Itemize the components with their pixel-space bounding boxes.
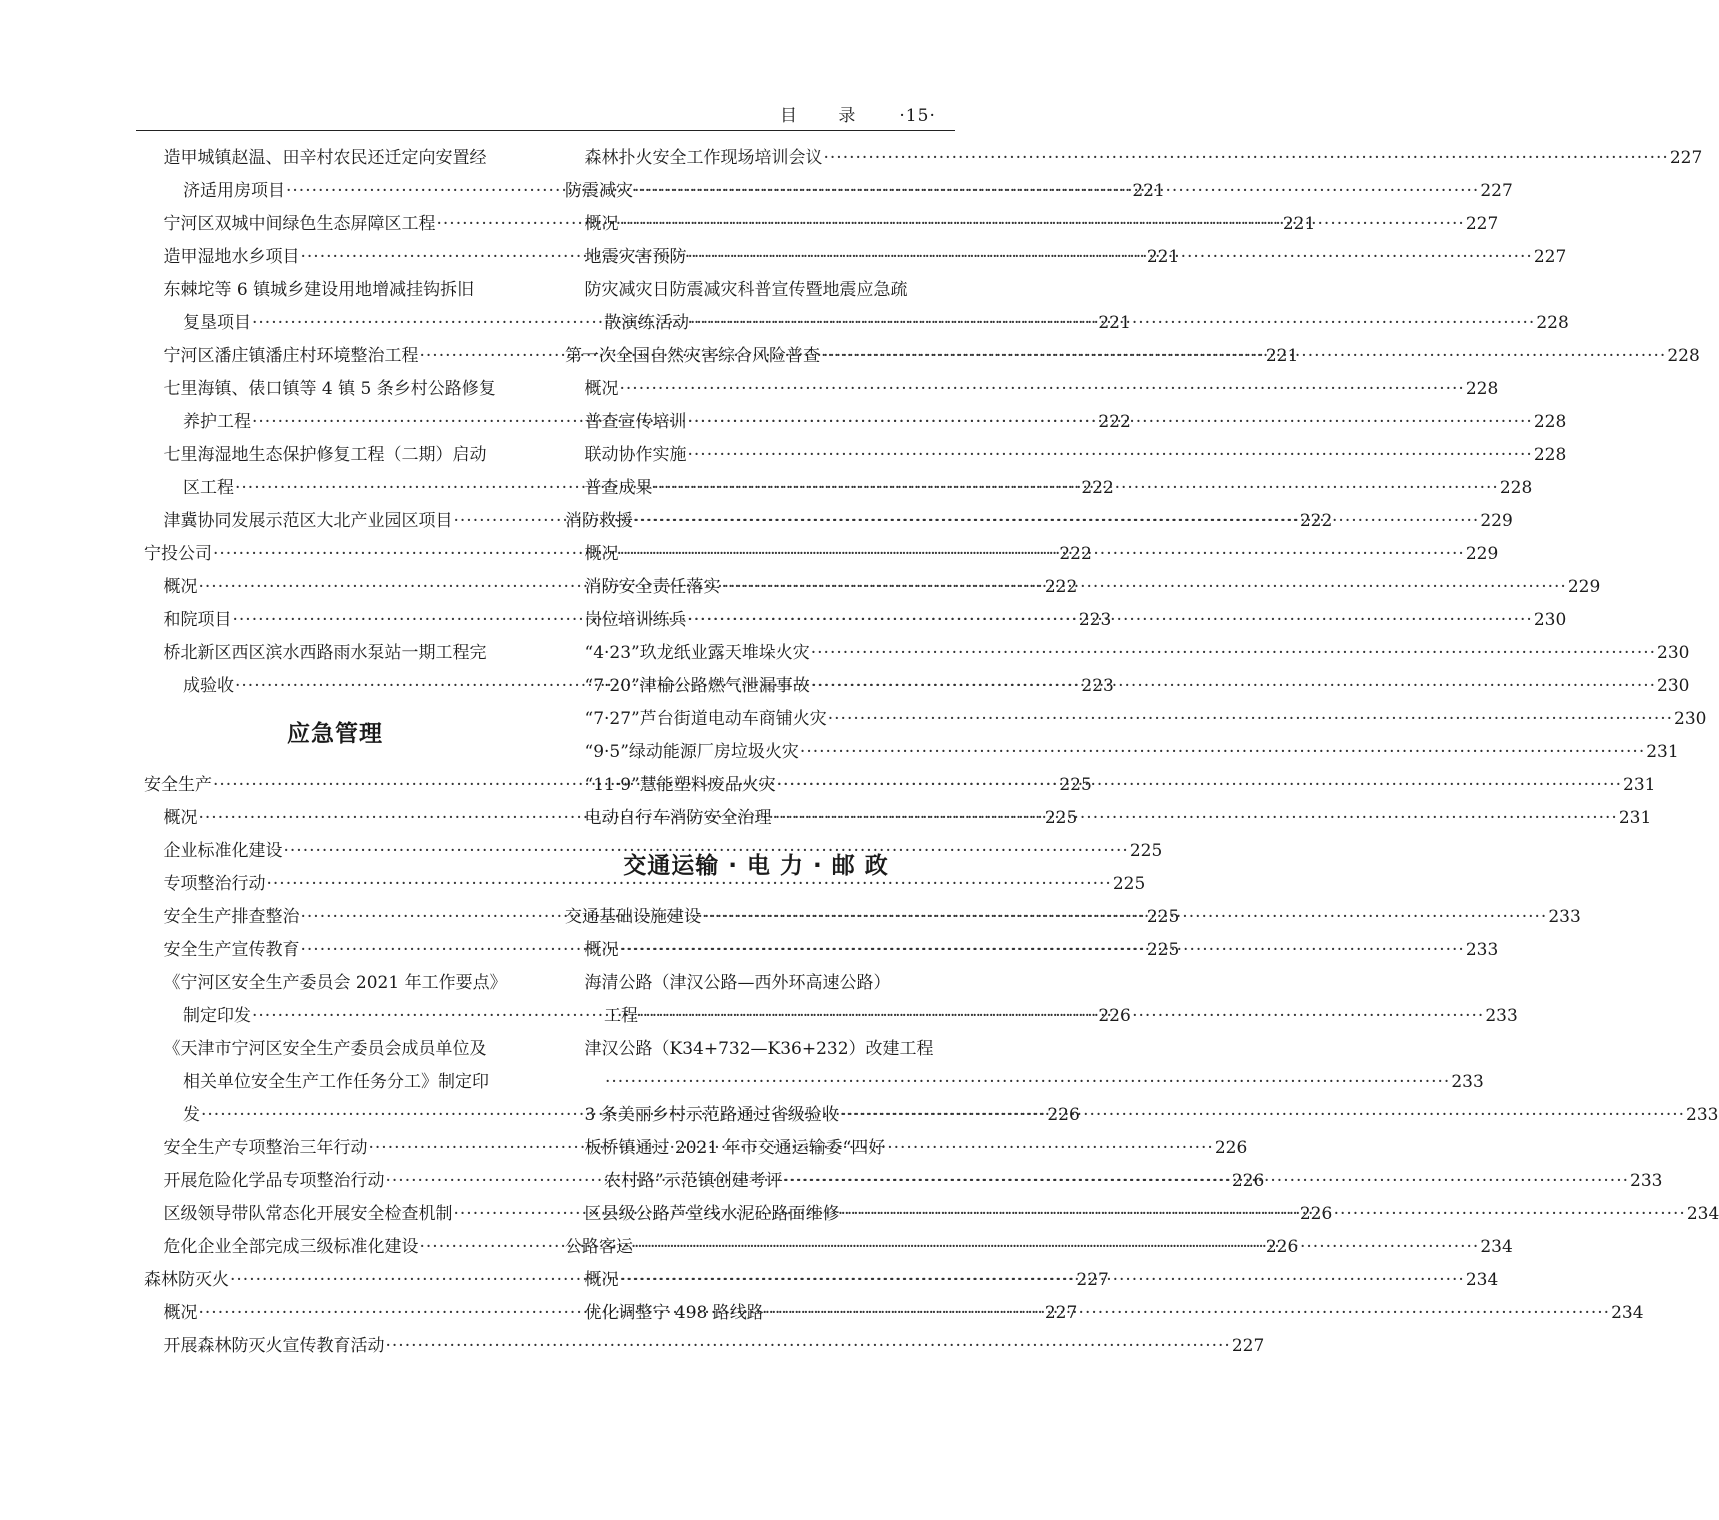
toc-entry-title: 防震减灾 [565, 181, 633, 201]
toc-entry-page: 229 [1567, 577, 1601, 597]
dot-leader [620, 934, 1465, 967]
toc-entry-title: 概况 [584, 1270, 619, 1290]
toc-entry-title: 区级领导带队常态化开展安全检查机制 [163, 1204, 453, 1224]
toc-entry-title: 宁河区双城中间绿色生态屏障区工程 [163, 214, 436, 234]
toc-entry-title: 安全生产专项整治三年行动 [163, 1138, 368, 1158]
toc-entry-page: 226 [1098, 1006, 1131, 1026]
toc-entry-page: 228 [1536, 313, 1569, 333]
toc-entry-title: 公路客运 [565, 1237, 633, 1257]
toc-entry-title: 消防安全责任落实 [584, 577, 721, 597]
toc-entry-page: 231 [1646, 742, 1679, 762]
toc-entry-title: 宁河区潘庄镇潘庄村环境整治工程 [163, 346, 419, 366]
toc-entry[interactable] [565, 373, 1499, 406]
running-header [780, 101, 936, 126]
toc-entry[interactable] [565, 1033, 947, 1066]
dot-leader [773, 802, 1618, 835]
section-heading: 应急管理 [287, 721, 383, 747]
toc-entry-title: 和院项目 [163, 610, 232, 630]
toc-entry-title: 七里海镇、俵口镇等 4 镇 5 条乡村公路修复 [163, 379, 496, 399]
toc-entry-title: 概况 [163, 1303, 198, 1323]
toc-entry-page: 227 [1076, 1270, 1109, 1290]
dot-leader [639, 1000, 1484, 1033]
toc-entry-title: 概况 [584, 214, 619, 234]
toc-entry-title: 开展森林防灭火宣传教育活动 [163, 1336, 385, 1356]
toc-entry-page: 229 [1465, 544, 1499, 564]
toc-entry-title: 第一次全国自然灾害综合风险普查 [565, 346, 820, 366]
toc-entry-title: 工程 [604, 1006, 638, 1026]
toc-entry-title: 森林防灭火 [144, 1270, 229, 1290]
toc-entry-page: 222 [1081, 478, 1114, 498]
toc-entry[interactable] [565, 736, 1679, 769]
toc-entry-page: 227 [1044, 1303, 1078, 1323]
toc-entry-page: 231 [1623, 775, 1656, 795]
toc-entry-page: 227 [1465, 214, 1499, 234]
toc-entry-page: 225 [1112, 874, 1146, 894]
toc-entry[interactable] [144, 1330, 1265, 1363]
toc-entry-title: 相关单位安全生产工作任务分工》制定印 [183, 1072, 489, 1092]
toc-entry-title: 概况 [584, 379, 619, 399]
toc-entry-page: 231 [1618, 808, 1652, 828]
toc-entry-title: 板桥镇通过 2021 年市交通运输委“四好 [584, 1138, 886, 1158]
toc-entry[interactable] [144, 373, 526, 406]
toc-entry-title: 造甲城镇赵温、田辛村农民还迁定向安置经 [163, 148, 487, 168]
toc-entry-page: 221 [1098, 313, 1131, 333]
dot-leader [688, 604, 1533, 637]
toc-entry-title: 岗位培训练兵 [584, 610, 687, 630]
toc-entry-page: 227 [1533, 247, 1567, 267]
toc-entry-page: 225 [1059, 775, 1092, 795]
toc-entry-title: 概况 [584, 544, 619, 564]
toc-entry-page: 233 [1630, 1171, 1663, 1191]
toc-entry-title: 七里海湿地生态保护修复工程（二期）启动 [163, 445, 487, 465]
toc-entry-title: 3 条美丽乡村示范路通过省级验收 [584, 1105, 839, 1125]
toc-entry-page: 230 [1674, 709, 1707, 729]
toc-entry-title: 农村路”示范镇创建考评 [604, 1171, 783, 1191]
toc-entry[interactable] [144, 1066, 526, 1099]
toc-entry-title: 普查宣传培训 [584, 412, 687, 432]
toc-entry-page: 223 [1081, 676, 1114, 696]
toc-entry-page: 234 [1465, 1270, 1499, 1290]
dot-leader [605, 1066, 1450, 1099]
toc-entry-title: 《天津市宁河区安全生产委员会成员单位及 [163, 1039, 487, 1059]
toc-entry[interactable] [565, 703, 1707, 736]
toc-entry-title: 区工程 [183, 478, 234, 498]
toc-entry-page: 222 [1299, 511, 1333, 531]
toc-entry-page: 226 [1265, 1237, 1299, 1257]
toc-entry-title: 安全生产宣传教育 [163, 940, 300, 960]
toc-entry-title: 联动协作实施 [584, 445, 687, 465]
toc-entry-title: 开展危险化学品专项整治行动 [163, 1171, 385, 1191]
toc-entry[interactable] [565, 1132, 947, 1165]
toc-entry-title: 成验收 [183, 676, 234, 696]
dot-leader [634, 505, 1479, 538]
toc-entry-title: 概况 [163, 808, 198, 828]
toc-entry-title: 优化调整宁 498 路线路 [584, 1303, 764, 1323]
dot-leader [620, 538, 1465, 571]
toc-entry-page: 223 [1078, 610, 1112, 630]
toc-entry[interactable] [565, 142, 1703, 175]
dot-leader [828, 703, 1673, 736]
toc-entry-page: 225 [1044, 808, 1078, 828]
toc-entry-title: 概况 [163, 577, 198, 597]
toc-entry-title: 东棘坨等 6 镇城乡建设用地增减挂钩拆旧 [163, 280, 475, 300]
toc-entry[interactable] [565, 274, 947, 307]
dot-leader [800, 736, 1645, 769]
toc-entry[interactable] [144, 439, 526, 472]
toc-entry-page: 230 [1533, 610, 1567, 630]
toc-entry-title: 危化企业全部完成三级标准化建设 [163, 1237, 419, 1257]
toc-entry-title: 造甲湿地水乡项目 [163, 247, 300, 267]
toc-entry-title: 散演练活动 [604, 313, 689, 333]
toc-entry-page: 230 [1657, 676, 1690, 696]
toc-entry-page: 221 [1132, 181, 1165, 201]
toc-entry-page: 228 [1465, 379, 1499, 399]
dot-leader [765, 1297, 1610, 1330]
toc-entry-title: 《宁河区安全生产委员会 2021 年工作要点》 [163, 973, 507, 993]
toc-entry-title: 发 [183, 1105, 200, 1125]
toc-entry-title: 消防救援 [565, 511, 633, 531]
toc-entry-page: 233 [1548, 907, 1581, 927]
toc-entry-title: 防灾减灾日防震减灾科普宣传暨地震应急疏 [584, 280, 908, 300]
toc-entry-title: 电动自行车消防安全治理 [584, 808, 772, 828]
toc-entry-title: “4·23”玖龙纸业露天堆垛火灾 [584, 643, 810, 663]
toc-entry-title: 宁投公司 [144, 544, 212, 564]
toc-entry-page: 227 [1669, 148, 1703, 168]
toc-entry-title: “9·5”绿动能源厂房垃圾火灾 [584, 742, 799, 762]
toc-entry-page: 234 [1480, 1237, 1513, 1257]
dot-leader [620, 1264, 1465, 1297]
dot-leader [811, 637, 1656, 670]
toc-entry-title: “7·20”津榆公路燃气泄漏事故 [584, 676, 810, 696]
toc-entry-title: 复垦项目 [183, 313, 251, 333]
toc-entry-page: 221 [1265, 346, 1299, 366]
toc-entry-page: 221 [1282, 214, 1316, 234]
dot-leader [702, 901, 1547, 934]
toc-entry[interactable] [144, 142, 526, 175]
running-header-title: 目 录 [780, 106, 874, 126]
dot-leader [690, 307, 1535, 340]
toc-entry-page: 225 [1129, 841, 1163, 861]
dot-leader [821, 340, 1666, 373]
toc-entry-title: 森林扑火安全工作现场培训会议 [584, 148, 823, 168]
dot-leader [620, 208, 1465, 241]
toc-entry-title: 安全生产 [144, 775, 212, 795]
dot-leader [722, 571, 1567, 604]
toc-entry-page: 233 [1485, 1006, 1518, 1026]
toc-entry-page: 227 [1480, 181, 1513, 201]
toc-entry[interactable] [565, 1066, 1484, 1099]
toc-entry-title: 津汉公路（K34+732—K36+232）改建工程 [584, 1039, 934, 1059]
dot-leader [634, 1231, 1479, 1264]
toc-entry[interactable] [565, 637, 1690, 670]
dot-leader [824, 142, 1669, 175]
toc-entry-title: 安全生产排查整治 [163, 907, 300, 927]
toc-entry-page: 228 [1667, 346, 1700, 366]
dot-leader [688, 439, 1533, 472]
toc-entry-page: 228 [1499, 478, 1533, 498]
toc-entry-page: 226 [1299, 1204, 1333, 1224]
toc-entry-title: 地震灾害预防 [584, 247, 687, 267]
toc-entry-page: 222 [1044, 577, 1078, 597]
dot-leader [386, 1330, 1231, 1363]
toc-entry[interactable] [144, 637, 526, 670]
section-heading: 交通运输 · 电 力 · 邮 政 [623, 853, 889, 879]
toc-entry-page: 225 [1146, 940, 1180, 960]
toc-entry-title: “11·9”慧能塑料废品火灾 [584, 775, 776, 795]
toc-entry-page: 226 [1231, 1171, 1265, 1191]
toc-entry[interactable] [144, 967, 526, 1000]
toc-entry[interactable] [565, 967, 947, 1000]
toc-entry-page: 226 [1047, 1105, 1080, 1125]
toc-entry-page: 222 [1098, 412, 1131, 432]
toc-entry-title: 交通基础设施建设 [565, 907, 701, 927]
toc-entry[interactable] [565, 439, 1567, 472]
dot-leader [688, 241, 1533, 274]
toc-entry-page: 227 [1231, 1336, 1265, 1356]
toc-entry-page: 225 [1146, 907, 1180, 927]
toc-entry-title: 区县级公路芦堂线水泥砼路面维修 [584, 1204, 840, 1224]
toc-entry-page: 234 [1686, 1204, 1719, 1224]
dot-leader [840, 1099, 1685, 1132]
toc-entry-title: 桥北新区西区滨水西路雨水泵站一期工程完 [163, 643, 487, 663]
dot-leader [688, 406, 1533, 439]
dot-leader [811, 670, 1656, 703]
toc-entry-page: 221 [1146, 247, 1180, 267]
dot-leader [784, 1165, 1629, 1198]
toc-entry-page: 234 [1611, 1303, 1644, 1323]
toc-entry-title: 概况 [584, 940, 619, 960]
toc-entry-title: 海清公路（津汉公路—西外环高速公路） [584, 973, 891, 993]
dot-leader [841, 1198, 1686, 1231]
toc-entry[interactable] [144, 868, 1146, 901]
dot-leader [654, 472, 1499, 505]
toc-entry-title: 济适用房项目 [183, 181, 285, 201]
toc-entry-page: 233 [1465, 940, 1499, 960]
toc-entry-title: 专项整治行动 [163, 874, 266, 894]
toc-entry-title: 制定印发 [183, 1006, 251, 1026]
toc-entry-page: 233 [1451, 1072, 1484, 1092]
toc-entry-page: 228 [1533, 445, 1567, 465]
toc-entry-page: 230 [1657, 643, 1690, 663]
toc-entry-page: 226 [1214, 1138, 1248, 1158]
toc-entry-page: 233 [1686, 1105, 1719, 1125]
toc-entry-title: 津冀协同发展示范区大北产业园区项目 [163, 511, 453, 531]
dot-leader [634, 175, 1479, 208]
header-rule [136, 130, 955, 131]
toc-entry-title: 普查成果 [584, 478, 653, 498]
dot-leader [777, 769, 1622, 802]
toc-entry-page: 222 [1059, 544, 1092, 564]
toc-entry-title: 养护工程 [183, 412, 251, 432]
toc-entry-title: “7·27”芦台街道电动车商铺火灾 [584, 709, 827, 729]
page-number: ·15· [899, 106, 936, 126]
dot-leader [620, 373, 1465, 406]
toc-entry[interactable] [144, 1033, 526, 1066]
toc-entry-page: 229 [1480, 511, 1513, 531]
toc-entry[interactable] [144, 274, 526, 307]
toc-entry-page: 228 [1533, 412, 1567, 432]
toc-entry-title: 企业标准化建设 [163, 841, 283, 861]
